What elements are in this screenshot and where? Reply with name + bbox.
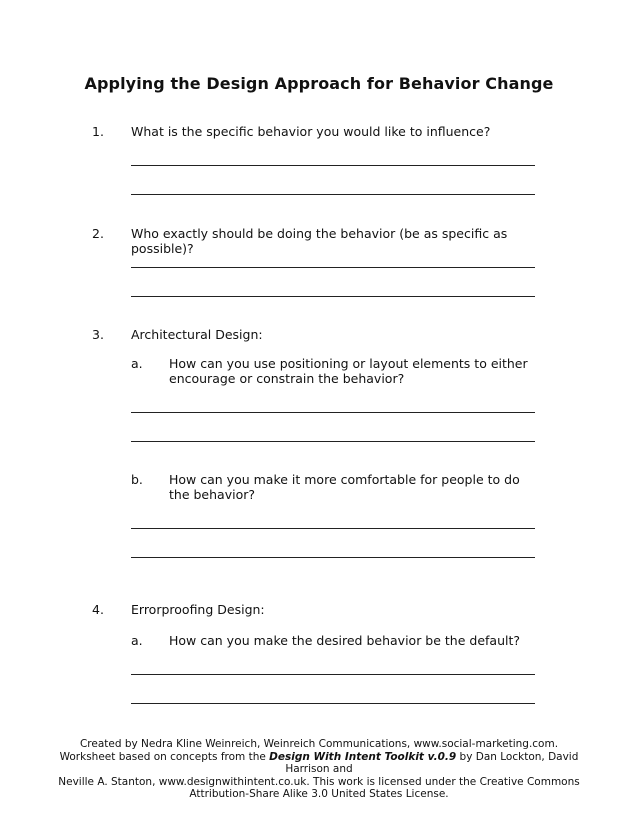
footer-line-4: Attribution-Share Alike 3.0 United States License. <box>189 788 449 800</box>
footer-line-3: Neville A. Stanton, www.designwithintent.co.uk. This work is licensed under the Creative Commons <box>58 775 580 788</box>
answer-line-3b-1[interactable] <box>131 528 535 529</box>
answer-line-4a-2[interactable] <box>131 703 535 704</box>
question-2-number: 2. <box>92 226 104 241</box>
answer-line-3b-2[interactable] <box>131 557 535 558</box>
answer-line-3a-2[interactable] <box>131 441 535 442</box>
footer-line-2-start: Worksheet based on concepts from the <box>59 750 270 763</box>
question-1-number: 1. <box>92 124 104 139</box>
question-3-number: 3. <box>92 327 104 342</box>
page-title: Applying the Design Approach for Behavior Change <box>84 74 554 93</box>
question-3a-text: How can you use positioning or layout elements to either encourage or constrain the behavior? <box>169 356 528 386</box>
question-3a-letter: a. <box>131 356 143 371</box>
question-4a-text: How can you make the desired behavior be the default? <box>169 633 521 648</box>
footer-line-2-end: by Dan Lockton, David Harrison and <box>285 750 579 775</box>
answer-line-4a-1[interactable] <box>131 674 535 675</box>
footer-line-1: Created by Nedra Kline Weinreich, Weinreich Communications, www.social-marketing.com. <box>79 738 559 750</box>
answer-line-1a[interactable] <box>131 165 535 166</box>
answer-line-3a-1[interactable] <box>131 412 535 413</box>
answer-line-2a[interactable] <box>131 267 535 268</box>
question-3-text: Architectural Design: <box>131 327 263 342</box>
toolkit-title: Design With Intent Toolkit v.0.9 <box>269 750 457 763</box>
question-3b-letter: b. <box>131 472 143 487</box>
footer-line-2 <box>40 751 598 776</box>
question-4a-letter: a. <box>131 633 143 648</box>
question-1-text: What is the specific behavior you would like to influence? <box>131 124 491 139</box>
question-4-text: Errorproofing Design: <box>131 602 265 617</box>
question-4-number: 4. <box>92 602 104 617</box>
question-2-text: Who exactly should be doing the behavior (be as specific as possible)? <box>131 226 508 256</box>
answer-line-2b[interactable] <box>131 296 535 297</box>
question-3b-text: How can you make it more comfortable for people to do the behavior? <box>169 472 520 502</box>
answer-line-1b[interactable] <box>131 194 535 195</box>
footer-credits <box>40 738 598 801</box>
